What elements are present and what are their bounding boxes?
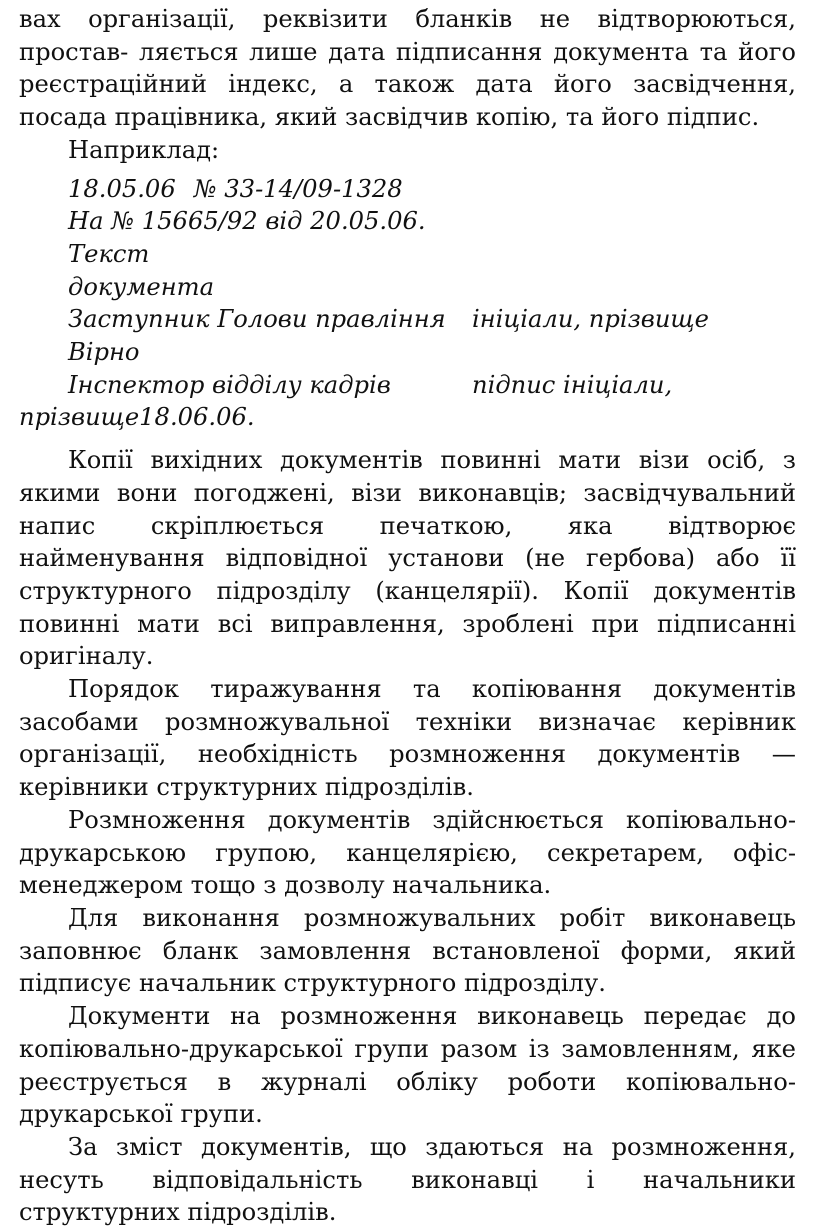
example-inspector-signature: підпис ініціали,	[472, 370, 673, 399]
example-reference: На № 15665/92 від 20.05.06.	[68, 207, 426, 236]
paragraph-example-label: Наприклад:	[68, 135, 220, 164]
example-deputy-row	[68, 303, 796, 336]
example-deputy-position: Заступник Голови правління	[68, 305, 446, 334]
paragraph-copies-visas: Копії вихідних документів повинні мати візи осіб, з якими вони погоджені, візи виконавців; засвідчувальний напис скріплюється печаткою, яка відтворює найменування відповідної установи (не гербова) або її структурного підрозділу (канцелярії). Копії документів повинні мати всі виправлення, зроблені при підписанні оригіналу.	[19, 446, 796, 671]
paragraph-order-form: Для виконання розмножувальних робіт виконавець заповнює бланк замовлення встановленої форми, який підписує начальник структурного підрозділу.	[19, 903, 796, 998]
example-certified: Вірно	[68, 338, 140, 367]
paragraph-handover: Документи на розмноження виконавець передає до копіювально-друкарської групи разом із замовленням, яке реєструється в журналі обліку роботи копіювально-друкарської групи.	[19, 1002, 796, 1129]
example-block	[19, 173, 796, 435]
example-date: 18.05.06	[68, 174, 176, 203]
example-inspector-tail: прізвище18.06.06.	[19, 403, 255, 432]
example-number: № 33-14/09-1328	[193, 174, 403, 203]
example-text-line1: Текст	[68, 239, 150, 268]
example-inspector-position: Інспектор відділу кадрів	[68, 370, 391, 399]
paragraph-replication-group: Розмноження документів здійснюється копіювально-друкарською групою, канцелярією, секретарем, офіс-менеджером тощо з дозволу начальника.	[19, 805, 796, 900]
paragraph-responsibility: За зміст документів, що здаються на розмноження, несуть відповідальність виконавці і начальники структурних підрозділів.	[19, 1132, 796, 1227]
example-inspector-row	[68, 369, 796, 402]
example-date-number-line	[68, 173, 796, 206]
example-deputy-signature: ініціали, прізвище	[472, 305, 709, 334]
example-text-line2: документа	[68, 272, 215, 301]
paragraph-replication-order: Порядок тиражування та копіювання документів засобами розмножувальної техніки визначає керівник організації, необхідність розмноження документів — керівники структурних підрозділів.	[19, 675, 796, 802]
paragraph-intro-continuation: вах організації, реквізити бланків не відтворюються, простав- ляється лише дата підписання документа та його реєстраційний індекс, а також дата його засвідчення, посада працівника, який засвідчив копію, та його підпис.	[19, 5, 796, 132]
